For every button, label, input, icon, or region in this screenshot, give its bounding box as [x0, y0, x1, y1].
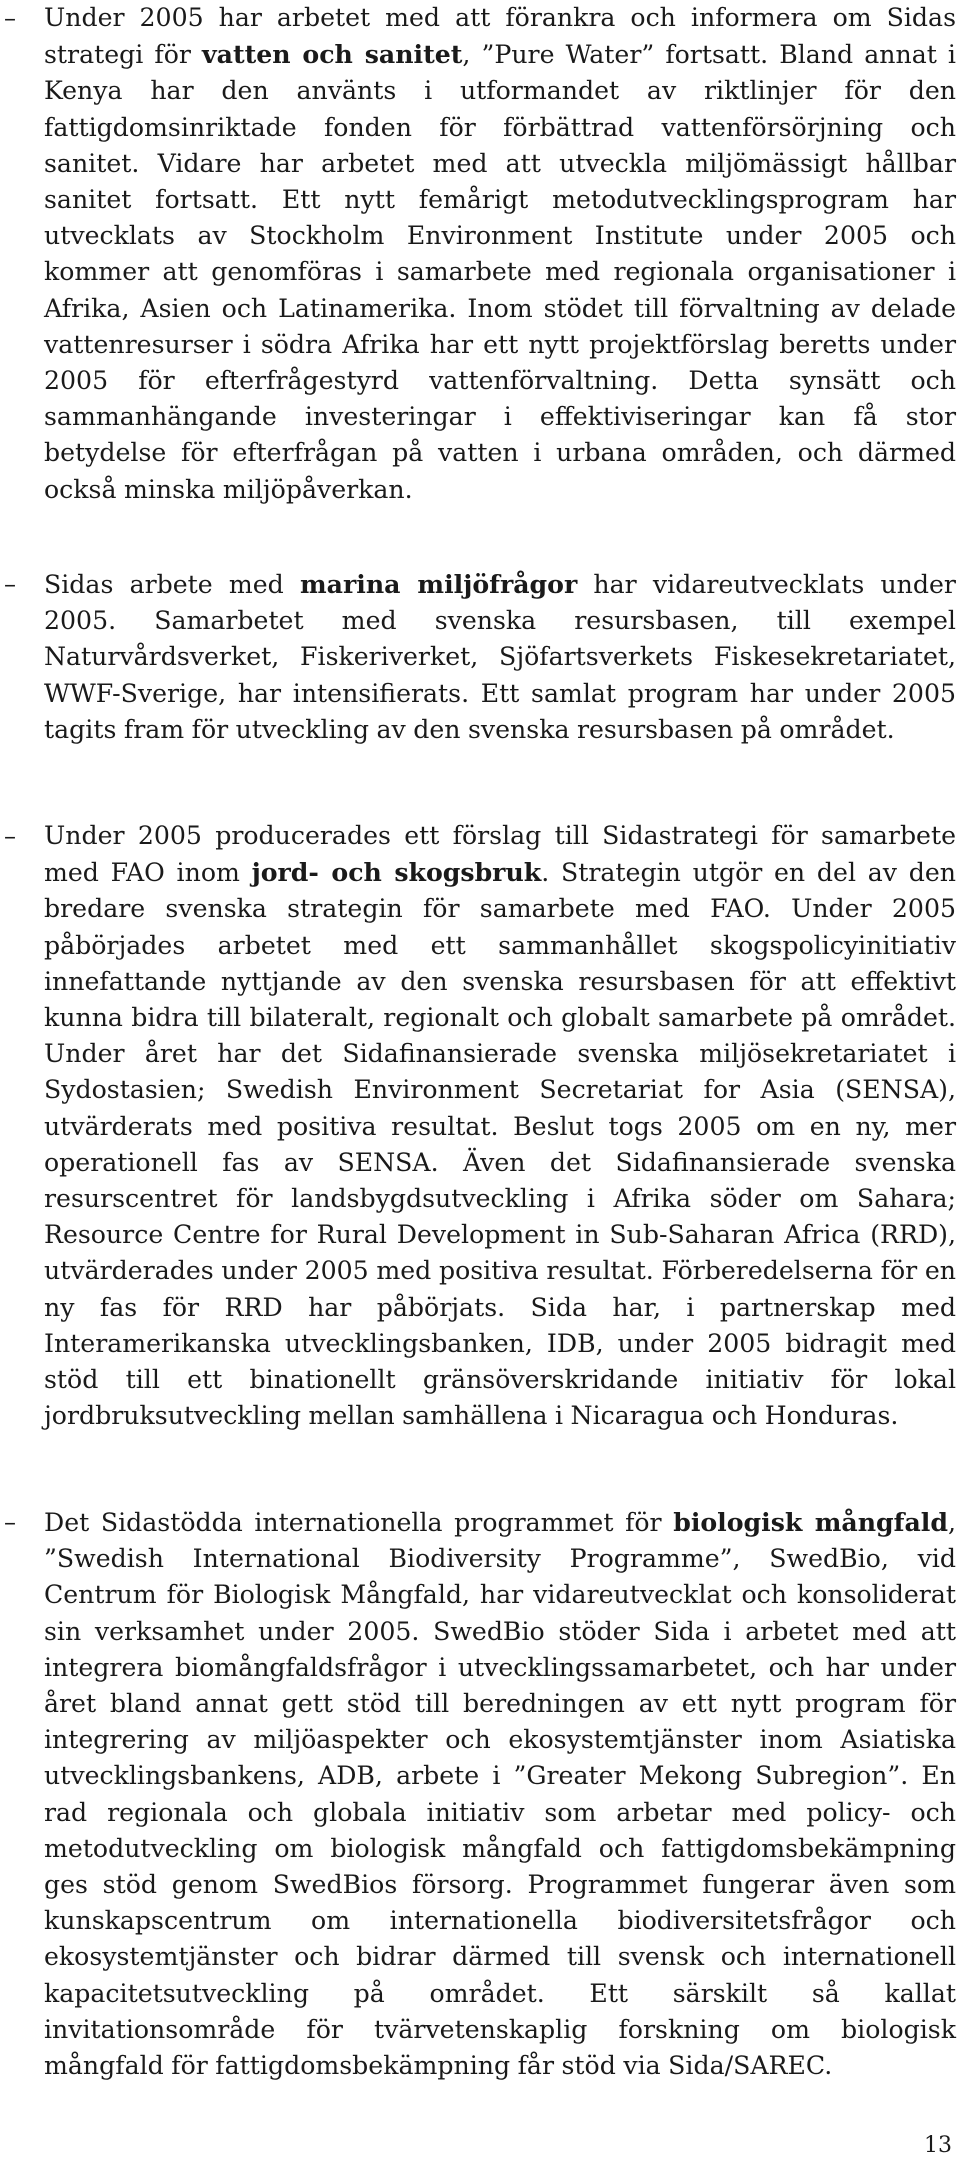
paragraph-text: [44, 1504, 956, 2084]
text-run: Sidas arbete med: [44, 570, 301, 599]
bold-term-marine: marina miljöfrågor: [300, 569, 578, 599]
page-number: 13: [924, 2133, 952, 2158]
text-run: , ”Swedish International Biodiversity Programme”, SwedBio, vid Centrum för Biologisk Mångfald, har vidareutvecklat och konsoliderat sin verksamhet under 2005. SwedBio stöder Sida i arbetet med att integrera biomångfaldsfrågor i utvecklingssamarbetet, och har under året bland annat gett stöd till beredningen av ett nytt program för integrering av miljöaspekter och ekosystemtjänster inom Asiatiska utvecklingsbankens, ADB, arbete i ”Greater Mekong Subregion”. En rad regionala och globala initiativ som arbetar med policy- och metodutveckling om biologisk mångfald och fattigdomsbekämpning ges stöd genom SwedBios försorg. Programmet fungerar även som kunskapscentrum om internationella biodiversitetsfrågor och ekosystemtjänster och bidrar därmed till svensk och internationell kapacitetsutveckling på området. Ett särskilt så kallat invitationsområde för tvärvetenskaplig forskning om biologisk mångfald för fattigdomsbekämpning får stöd via Sida/SAREC.: [44, 1508, 956, 2081]
bullet-dash: –: [4, 4, 16, 32]
text-run: Under 2005 har arbetet med att förankra och informera om Sidas strategi för: [44, 3, 956, 70]
bullet-dash: –: [4, 822, 16, 850]
bullet-dash: –: [4, 570, 16, 598]
paragraph-text: [44, 0, 956, 508]
text-run: . Strategin utgör en del av den bredare svenska strategin för samarbete med FAO. Under 2005 påbörjades arbetet med ett sammanhållet skogspolicyinitiativ innefattande nyttjande av den svenska resursbasen för att effektivt kunna bidra till bilateralt, regionalt och globalt samarbete på området. Under året har det Sidafinansierade svenska miljösekretariatet i Sydostasien; Swedish Environment Secretariat for Asia (SENSA), utvärderats med positiva resultat. Beslut togs 2005 om en ny, mer operationell fas av SENSA. Även det Sidafinansierade svenska resurscentret för landsbygdsutveckling i Afrika söder om Sahara; Resource Centre for Rural Development in Sub-Saharan Africa (RRD), utvärderades under 2005 med positiva resultat. Förberedelserna för en ny fas för RRD har påbörjats. Sida har, i partnerskap med Interamerikanska utvecklingsbanken, IDB, under 2005 bidragit med stöd till ett binationellt gränsöverskridande initiativ för lokal jordbruksutveckling mellan samhällena i Nicaragua och Honduras.: [44, 858, 956, 1431]
bold-term-agriculture-forestry: jord- och skogsbruk: [251, 857, 542, 888]
text-run: har vidareutvecklats under 2005. Samarbetet med svenska resursbasen, till exempel Naturvårdsverket, Fiskeriverket, Sjöfartsverkets Fiskesekretariatet, WWF-Sverige, har intensifierats. Ett samlat program har under 2005 tagits fram för utveckling av den svenska resursbasen på området.: [44, 570, 956, 744]
bullet-dash: –: [4, 1508, 16, 1536]
bold-term-water-sanitation: vatten och sanitet: [202, 39, 463, 70]
paragraph-text: [44, 818, 956, 1434]
text-run: Det Sidastödda internationella programmet för: [44, 1508, 674, 1537]
bold-term-biodiversity: biologisk mångfald: [673, 1507, 948, 1537]
text-run: Under 2005 producerades ett förslag till Sidastrategi för samarbete med FAO inom: [44, 821, 956, 888]
text-run: , ”Pure Water” fortsatt. Bland annat i Kenya har den använts i utformandet av riktlinjer för den fattigdomsinriktade fonden för förbättrad vattenförsörjning och sanitet. Vidare har arbetet med att utveckla miljömässigt hållbar sanitet fortsatt. Ett nytt femårigt metodutvecklingsprogram har utvecklats av Stockholm Environment Institute under 2005 och kommer att genomföras i samarbete med regionala organisationer i Afrika, Asien och Latinamerika. Inom stödet till förvaltning av delade vattenresurser i södra Afrika har ett nytt projektförslag beretts under 2005 för efterfrågestyrd vattenförvaltning. Detta synsätt och sammanhängande investeringar i effektiviseringar kan få stor betydelse för efterfrågan på vatten i urbana områden, och därmed också minska miljöpåverkan.: [44, 40, 956, 504]
paragraph-text: [44, 566, 956, 748]
